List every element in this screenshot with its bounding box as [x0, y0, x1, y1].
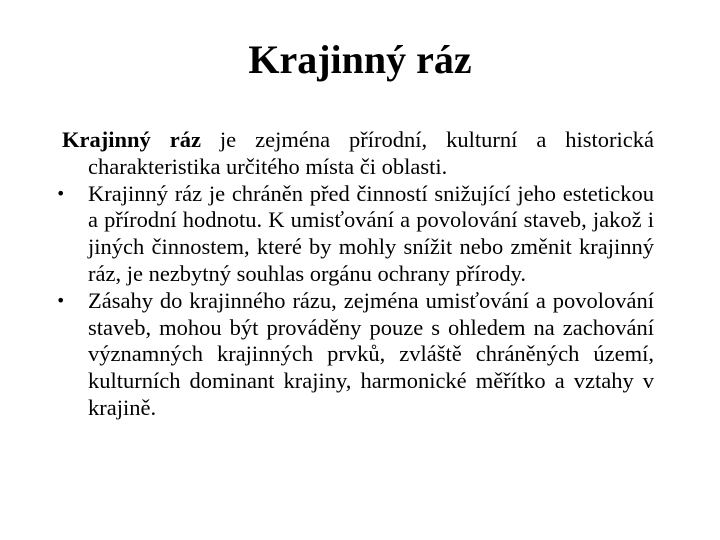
bullet-text-1: Krajinný ráz je chráněn před činností snižující jeho estetickou a přírodní hodnotu. K umisťování a povolování staveb, jakož i jiných činnostem, které by mohly snížit nebo změnit krajinný ráz, je nezbytný souhlas orgánu ochrany přírody. [88, 180, 654, 286]
bullet-item-2 [56, 287, 654, 422]
slide-body [56, 127, 654, 422]
bullet-marker: • [56, 183, 66, 203]
bullet-item-1 [56, 180, 654, 288]
bullet-text-2: Zásahy do krajinného rázu, zejména umisťování a povolování staveb, mohou být prováděny pouze s ohledem na zachování významných krajinných prvků, zvláště chráněných území, kulturních dominant krajiny, harmonické měřítko a vztahy v krajině. [88, 287, 654, 420]
intro-text: je zejména přírodní, kulturní a historická charakteristika určitého místa či oblasti. [88, 127, 654, 179]
intro-paragraph [62, 127, 654, 181]
intro-term: Krajinný ráz [62, 127, 201, 152]
slide-title: Krajinný ráz [248, 37, 472, 82]
bullet-marker: • [56, 290, 66, 310]
